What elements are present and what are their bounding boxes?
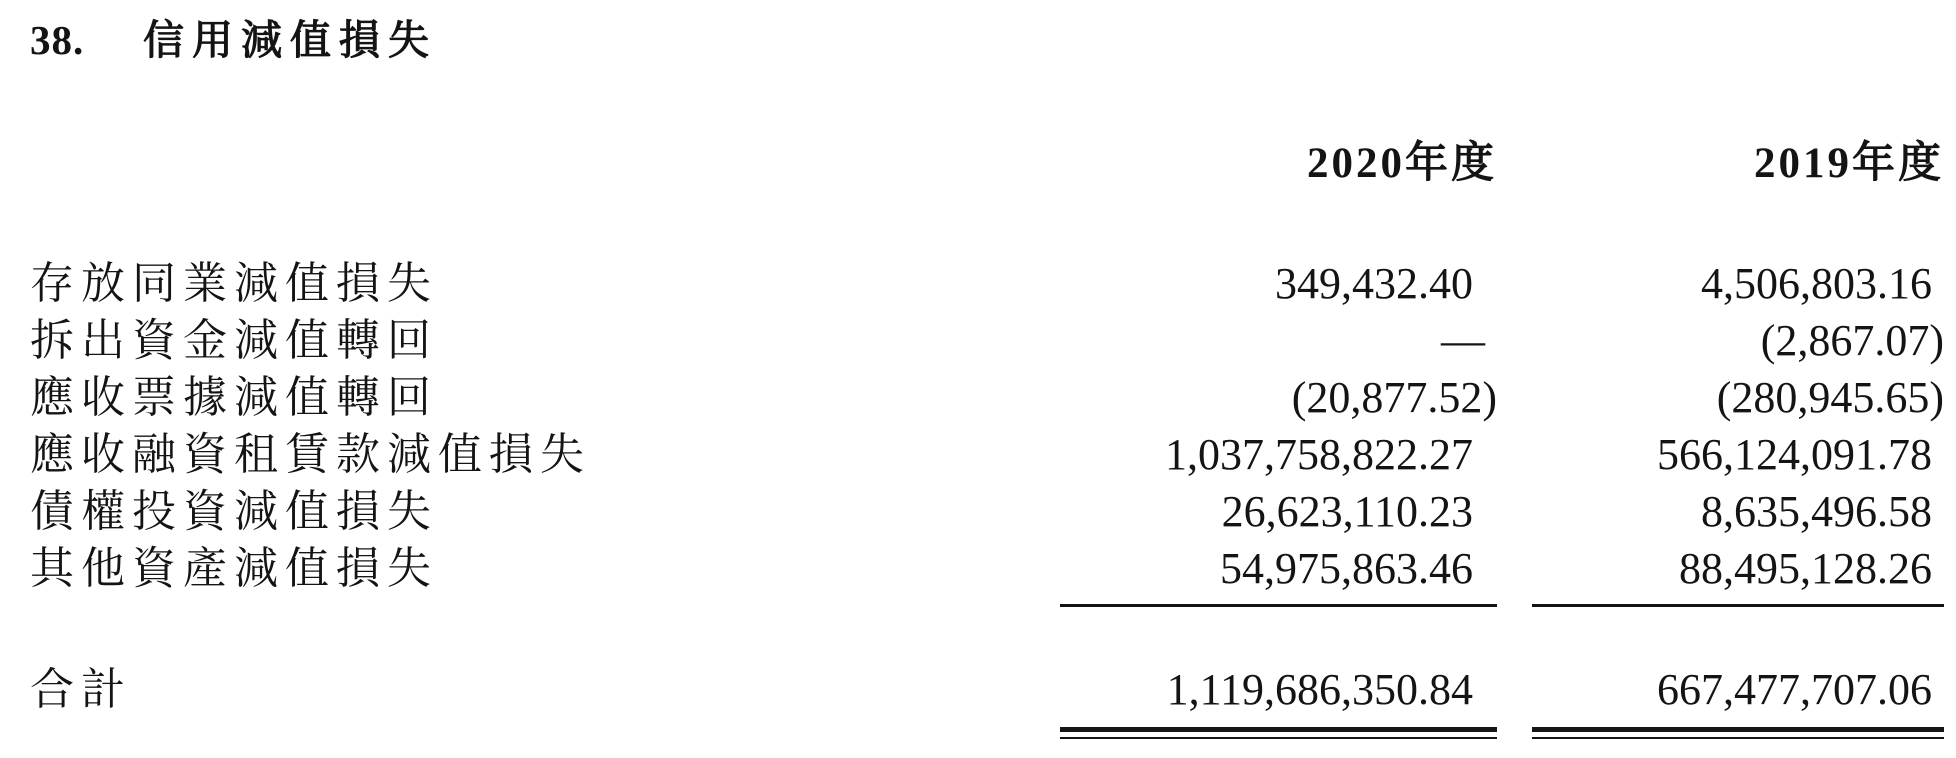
- table-row: [0, 540, 1956, 597]
- value-2020: 1,037,758,822.27: [1165, 430, 1473, 479]
- section-number: 38.: [30, 17, 85, 63]
- table-body: [0, 255, 1956, 597]
- value-2020: —: [1441, 316, 1485, 365]
- section-heading: [30, 14, 437, 76]
- subtotal-rule-2019: [1532, 604, 1944, 607]
- value-2020: 26,623,110.23: [1221, 487, 1473, 536]
- subtotal-rule-2020: [1060, 604, 1497, 607]
- table-row: [0, 369, 1956, 426]
- value-2020: (20,877.52): [1291, 373, 1497, 422]
- total-value-2019: 667,477,707.06: [1657, 665, 1932, 714]
- row-label: 債權投資減值損失: [30, 487, 438, 536]
- row-label: 應收融資租賃款減值損失: [30, 430, 591, 479]
- total-value-2020: 1,119,686,350.84: [1166, 665, 1473, 714]
- value-2019: 4,506,803.16: [1701, 259, 1932, 308]
- value-2019: (2,867.07): [1760, 316, 1944, 365]
- subtotal-rule-row: [0, 604, 1956, 607]
- column-header-2019: 2019年度: [1754, 140, 1944, 187]
- total-row: [0, 661, 1956, 718]
- row-label: 應收票據減值轉回: [30, 373, 438, 422]
- value-2019: (280,945.65): [1716, 373, 1944, 422]
- table-row: [0, 312, 1956, 369]
- table-row: [0, 483, 1956, 540]
- value-2019: 8,635,496.58: [1701, 487, 1932, 536]
- value-2020: 349,432.40: [1275, 259, 1473, 308]
- row-label: 拆出資金減值轉回: [30, 316, 438, 365]
- table-row: [0, 255, 1956, 312]
- value-2019: 566,124,091.78: [1657, 430, 1932, 479]
- column-header-2020: 2020年度: [1307, 140, 1497, 187]
- value-2020: 54,975,863.46: [1220, 544, 1473, 593]
- row-label: 存放同業減值損失: [30, 259, 438, 308]
- row-label: 其他資產減值損失: [30, 544, 438, 593]
- section-title: 信用減值損失: [143, 17, 437, 63]
- table-row: [0, 426, 1956, 483]
- total-double-rule-2020: [1060, 727, 1497, 739]
- total-label: 合計: [30, 665, 132, 714]
- value-2019: 88,495,128.26: [1679, 544, 1932, 593]
- grand-total-rule-row: [0, 727, 1956, 739]
- total-double-rule-2019: [1532, 727, 1944, 739]
- table-header-row: [0, 139, 1956, 189]
